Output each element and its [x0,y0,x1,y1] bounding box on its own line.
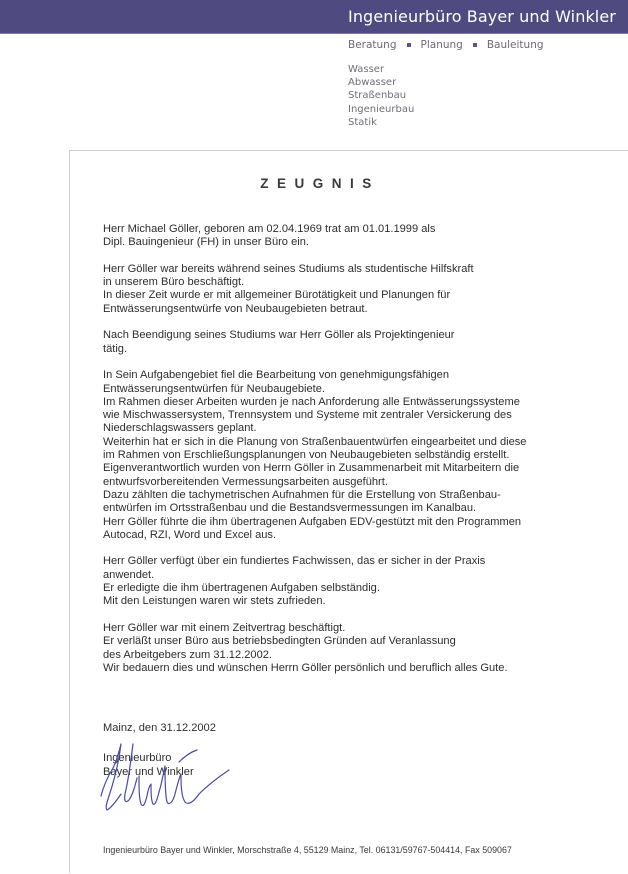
paragraph [103,223,603,250]
text-line: Weiterhin hat er sich in die Planung von Straßenbauentwürfen eingearbeitet und diese [103,435,527,448]
paragraph [103,263,603,316]
service-item: Wasser [348,64,385,75]
signatory-line: Bayer und Winkler [103,765,194,778]
closing-block [103,722,216,779]
text-line: Herr Göller führte die ihm übertragenen Aufgaben EDV-gestützt mit den Programmen [103,515,522,528]
text-line: anwendet. [103,568,155,581]
service-item: Statik [348,116,377,128]
paragraph [103,369,603,542]
text-line: Dipl. Bauingenieur (FH) in unser Büro ein. [103,236,309,249]
text-line: wie Mischwassersystem, Trennsystem und Systeme mit zentraler Versickerung des [103,409,512,422]
tagline-item: Beratung [348,39,397,51]
text-line: In dieser Zeit wurde er mit allgemeiner Bürotätigkeit und Planungen für [103,289,451,302]
text-line: des Arbeitgebers zum 31.12.2002. [103,648,272,661]
tagline-item: Planung [420,39,463,51]
text-line: im Rahmen von Erschließungsplanungen von Neubaugebieten selbständig erstellt. [103,449,510,462]
paragraph [103,329,603,356]
services-list [348,63,414,129]
text-line: entwurfsvorbereitenden Vermessungsarbeiten ausgeführt. [103,475,388,488]
document-title: ZEUGNIS [260,176,380,191]
text-line: Herr Michael Göller, geboren am 02.04.1969 trat am 01.01.1999 als [103,223,436,235]
text-line: Er verläßt unser Büro aus betriebsbedingten Gründen auf Veranlassung [103,635,456,648]
tagline [348,39,544,51]
service-item: Ingenieurbau [348,103,415,115]
document-body [103,223,603,688]
text-line: Im Rahmen dieser Arbeiten wurden je nach Anforderung alle Entwässerungssysteme [103,395,520,408]
bullet-square-icon [407,43,411,47]
text-line: tätig. [103,342,128,355]
text-line: Mit den Leistungen waren wir stets zufrieden. [103,595,326,608]
text-line: Er erledigte die ihm übertragenen Aufgaben selbständig. [103,582,380,595]
text-line: in unserem Büro beschäftigt. [103,276,245,289]
text-line: entwürfen im Ortsstraßenbau und die Bestandsvermessungen im Kanalbau. [103,502,477,515]
text-line: Entwässerungsentwürfen für Neubaugebiete. [103,382,326,395]
text-line: Autocad, RZI, Word und Excel aus. [103,528,277,541]
letterhead-bar [0,0,628,34]
text-line: Herr Göller verfügt über ein fundiertes Fachwissen, das er sicher in der Praxis [103,555,486,568]
footer-address: Ingenieurbüro Bayer und Winkler, Morschstraße 4, 55129 Mainz, Tel. 06131/59767-504414, Fax 509067 [103,845,512,855]
text-line: Eigenverantwortlich wurden von Herrn Göller in Zusammenarbeit mit Mitarbeitern die [103,462,520,475]
paragraph [103,555,603,608]
signatory-line: Ingenieurbüro [103,752,172,765]
paragraph [103,622,603,675]
company-name: Ingenieurbüro Bayer und Winkler [348,7,616,26]
service-item: Abwasser [348,77,397,89]
tagline-item: Bauleitung [486,39,544,51]
text-line: Niederschlagswassers geplant. [103,422,257,435]
text-line: Dazu zählten die tachymetrischen Aufnahmen für die Erstellung von Straßenbau- [103,488,501,501]
text-line: In Sein Aufgabengebiet fiel die Bearbeitung von genehmigungsfähigen [103,369,450,382]
text-line: Entwässerungsentwürfe von Neubaugebieten betraut. [103,302,368,315]
place-date: Mainz, den 31.12.2002 [103,722,216,734]
text-line: Nach Beendigung seines Studiums war Herr Göller als Projektingenieur [103,329,455,342]
bullet-square-icon [473,43,477,47]
text-line: Herr Göller war mit einem Zeitvertrag beschäftigt. [103,621,346,634]
text-line: Herr Göller war bereits während seines Studiums als studentische Hilfskraft [103,262,474,275]
service-item: Straßenbau [348,90,407,102]
text-line: Wir bedauern dies und wünschen Herrn Göller persönlich und beruflich alles Gute. [103,661,508,674]
